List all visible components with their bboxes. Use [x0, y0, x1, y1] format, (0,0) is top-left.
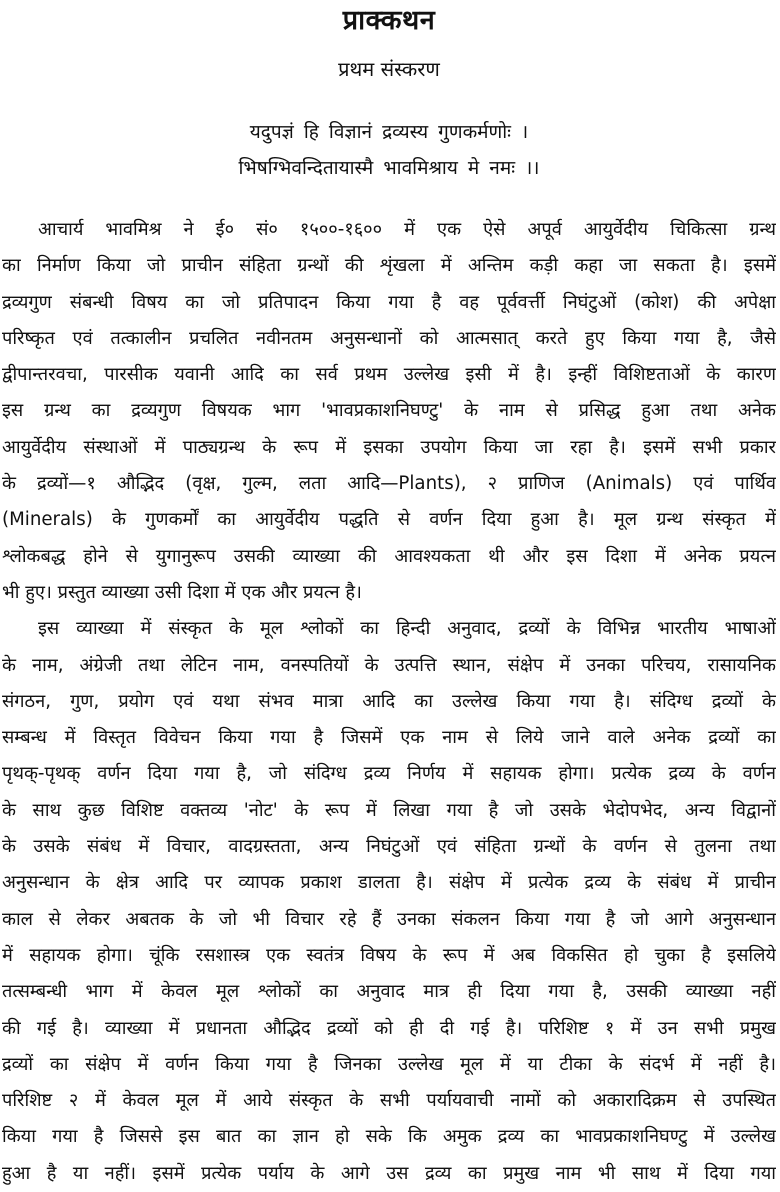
paragraph-line: काल से लेकर अबतक के जो भी विचार रहे हैं उनका संकलन किया गया है जो आगे अनुसन्धान [2, 908, 776, 930]
paragraph-line: में सहायक होगा। चूंकि रसशास्त्र एक स्वतंत्र विषय के रूप में अब विकसित हो चुका है इसलिये [2, 944, 776, 966]
page-title: प्राक्कथन [342, 5, 436, 36]
paragraph-line: भी हुए। प्रस्तुत व्याख्या उसी दिशा में एक और प्रयत्न है। [2, 581, 362, 603]
paragraph-line: आयुर्वेदीय संस्थाओं में पाठ्यग्रन्थ के रूप में इसका उपयोग किया जा रहा है। इसमें सभी प्रकार [2, 436, 776, 458]
paragraph-line: किया गया है जिससे इस बात का ज्ञान हो सके कि अमुक द्रव्य का भावप्रकाशनिघण्टु में उल्लेख [2, 1126, 776, 1148]
verse-line: भिषग्भिवन्दितायास्मै भावमिश्राय मे नमः ।। [238, 157, 540, 179]
paragraph-line: के नाम, अंग्रेजी तथा लेटिन नाम, वनस्पतियों के उत्पत्ति स्थान, संक्षेप में उनका परिचय, रासायनिक [2, 654, 776, 676]
body-text [2, 212, 776, 1192]
paragraph-line: की गई है। व्याख्या में प्रधानता औद्भिद द्रव्यों को ही दी गई है। परिशिष्ट १ में उन सभी प्रमुख [2, 1017, 776, 1039]
verse-line: यदुपज्ञं हि विज्ञानं द्रव्यस्य गुणकर्मणोः । [249, 121, 529, 143]
paragraph-line: हुआ है या नहीं। इसमें प्रत्येक पर्याय के आगे उस द्रव्य का प्रमुख नाम भी साथ में दिया गया [2, 1162, 776, 1184]
paragraph-line: अनुसन्धान के क्षेत्र आदि पर व्यापक प्रकाश डालता है। संक्षेप में प्रत्येक द्रव्य के संबंध में प्राचीन [2, 872, 776, 894]
paragraph-line: द्रव्यगुण संबन्धी विषय का जो प्रतिपादन किया गया है वह पूर्ववर्त्ती निघंटुओं (कोश) की अपेक्षा [2, 291, 776, 313]
paragraph-line: आचार्य भावमिश्र ने ई० सं० १५००-१६०० में एक ऐसे अपूर्व आयुर्वेदीय चिकित्सा ग्रन्थ [38, 219, 776, 240]
invocation-verse [2, 114, 776, 186]
paragraph-line: सम्बन्ध में विस्तृत विवेचन किया गया है जिसमें एक नाम से लिये जाने वाले अनेक द्रव्यों का [2, 727, 776, 749]
paragraph-line: परिष्कृत एवं तत्कालीन प्रचलित नवीनतम अनुसन्धानों को आत्मसात् करते हुए किया गया है, जैसे [2, 327, 776, 349]
paragraph [2, 611, 776, 1192]
paragraph-line: श्लोकबद्ध होने से युगानुरूप उसकी व्याख्या की आवश्यकता थी और इस दिशा में अनेक प्रयत्न [2, 545, 776, 567]
paragraph-line: तत्सम्बन्धी भाग में केवल मूल श्लोकों का अनुवाद मात्र ही दिया गया है, उसकी व्याख्या नहीं [2, 981, 776, 1003]
paragraph-line: संगठन, गुण, प्रयोग एवं यथा संभव मात्रा आदि का उल्लेख किया गया है। संदिग्ध द्रव्यों के [2, 690, 776, 712]
paragraph-line: के साथ कुछ विशिष्ट वक्तव्य 'नोट' के रूप में लिखा गया है जो उसके भेदोपभेद, अन्य विद्वानों [2, 799, 776, 821]
paragraph-line: इस ग्रन्थ का द्रव्यगुण विषयक भाग 'भावप्रकाशनिघण्टु' के नाम से प्रसिद्ध हुआ तथा अनेक [2, 400, 776, 422]
paragraph-line: के उसके संबंध में विचार, वादग्रस्तता, अन्य निघंटुओं एवं संहिता ग्रन्थों के वर्णन से तुलना तथा [2, 836, 776, 858]
paragraph-line: पृथक्-पृथक् वर्णन दिया गया है, जो संदिग्ध द्रव्य निर्णय में सहायक होगा। प्रत्येक द्रव्य के वर्णन [2, 763, 776, 785]
page-subtitle: प्रथम संस्करण [338, 57, 440, 81]
paragraph-line: द्रव्यों का संक्षेप में वर्णन किया गया है जिनका उल्लेख मूल में या टीका के संदर्भ में नहीं है। [2, 1053, 776, 1075]
paragraph [2, 212, 776, 611]
paragraph-line: (Minerals) के गुणकर्मों का आयुर्वेदीय पद्धति से वर्णन दिया हुआ है। मूल ग्रन्थ संस्कृत में [2, 509, 776, 531]
paragraph-line: द्वीपान्तरवचा, पारसीक यवानी आदि का सर्व प्रथम उल्लेख इसी में है। इन्हीं विशिष्टताओं के कारण [2, 364, 776, 386]
paragraph-line: का निर्माण किया जो प्राचीन संहिता ग्रन्थों की शृंखला में अन्तिम कड़ी कहा जा सकता है। इसमें [2, 255, 776, 277]
paragraph-line: के द्रव्यों—१ औद्भिद (वृक्ष, गुल्म, लता आदि—Plants), २ प्राणिज (Animals) एवं पार्थिव [2, 473, 776, 495]
paragraph-line: इस व्याख्या में संस्कृत के मूल श्लोकों का हिन्दी अनुवाद, द्रव्यों के विभिन्न भारतीय भाषाओं [38, 618, 776, 640]
paragraph-line: परिशिष्ट २ में केवल मूल में आये संस्कृत के सभी पर्यायवाची नामों को अकारादिक्रम से उपस्थित [2, 1090, 776, 1112]
